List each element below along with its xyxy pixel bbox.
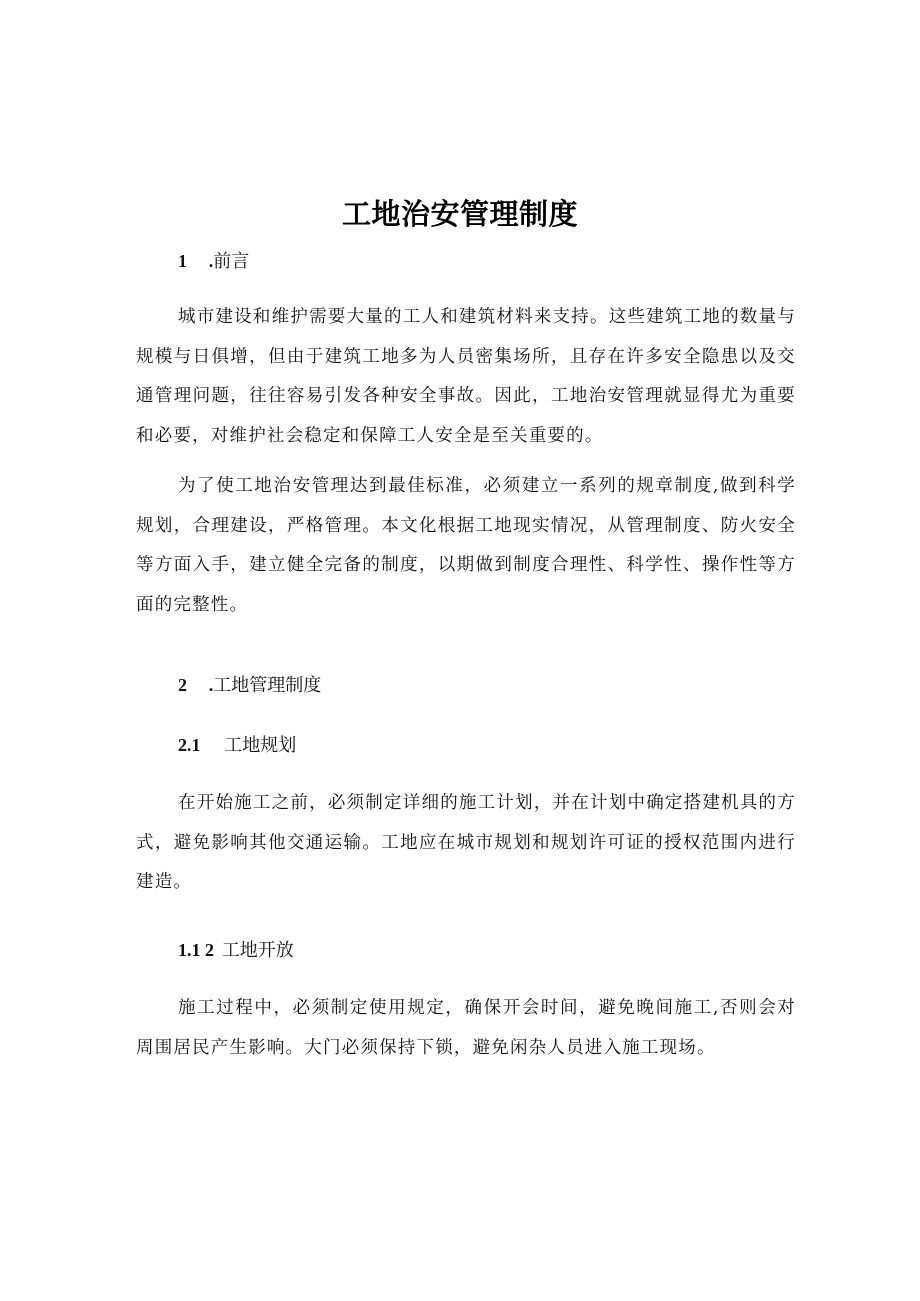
section-number: 1 bbox=[178, 251, 187, 271]
section-heading-text: 工地开放 bbox=[221, 940, 294, 961]
section-separator: . bbox=[208, 675, 214, 695]
section-heading-2-1 bbox=[178, 733, 296, 758]
document-title: 工地治安管理制度 bbox=[341, 197, 578, 231]
section-heading-text: 前言 bbox=[213, 251, 250, 272]
section-heading-1 bbox=[178, 249, 249, 274]
paragraph-site-opening: 施工过程中，必须制定使用规定，确保开会时间，避免晚间施工,否则会对周围居民产生影响。大门必须保持下锁，避免闲杂人员进入施工现场。 bbox=[136, 998, 796, 1058]
section-number: 2 bbox=[178, 675, 187, 695]
section-heading-2 bbox=[178, 673, 321, 698]
paragraph-intro-1: 城市建设和维护需要大量的工人和建筑材料来支持。这些建筑工地的数量与规模与日俱增，但由于建筑工地多为人员密集场所，且存在许多安全隐患以及交通管理问题，往往容易引发各种安全事故。因此，工地治安管理就显得尤为重要和必要，对维护社会稳定和保障工人安全是至关重要的。 bbox=[136, 307, 796, 446]
section-separator: . bbox=[208, 251, 214, 271]
section-heading-text: 工地管理制度 bbox=[213, 675, 322, 696]
paragraph-intro-2: 为了使工地治安管理达到最佳标准，必须建立一系列的规章制度,做到科学规划，合理建设，严格管理。本文化根据工地现实情况，从管理制度、防火安全等方面入手，建立健全完备的制度，以期做到制度合理性、科学性、操作性等方面的完整性。 bbox=[136, 476, 796, 615]
section-heading-1-1-2 bbox=[178, 938, 294, 963]
section-number: 1.1 2 bbox=[178, 940, 214, 960]
section-number: 2.1 bbox=[178, 735, 201, 755]
paragraph-site-planning: 在开始施工之前，必须制定详细的施工计划，并在计划中确定搭建机具的方式，避免影响其他交通运输。工地应在城市规划和规划许可证的授权范围内进行建造。 bbox=[136, 793, 796, 892]
section-heading-text: 工地规划 bbox=[224, 735, 297, 756]
